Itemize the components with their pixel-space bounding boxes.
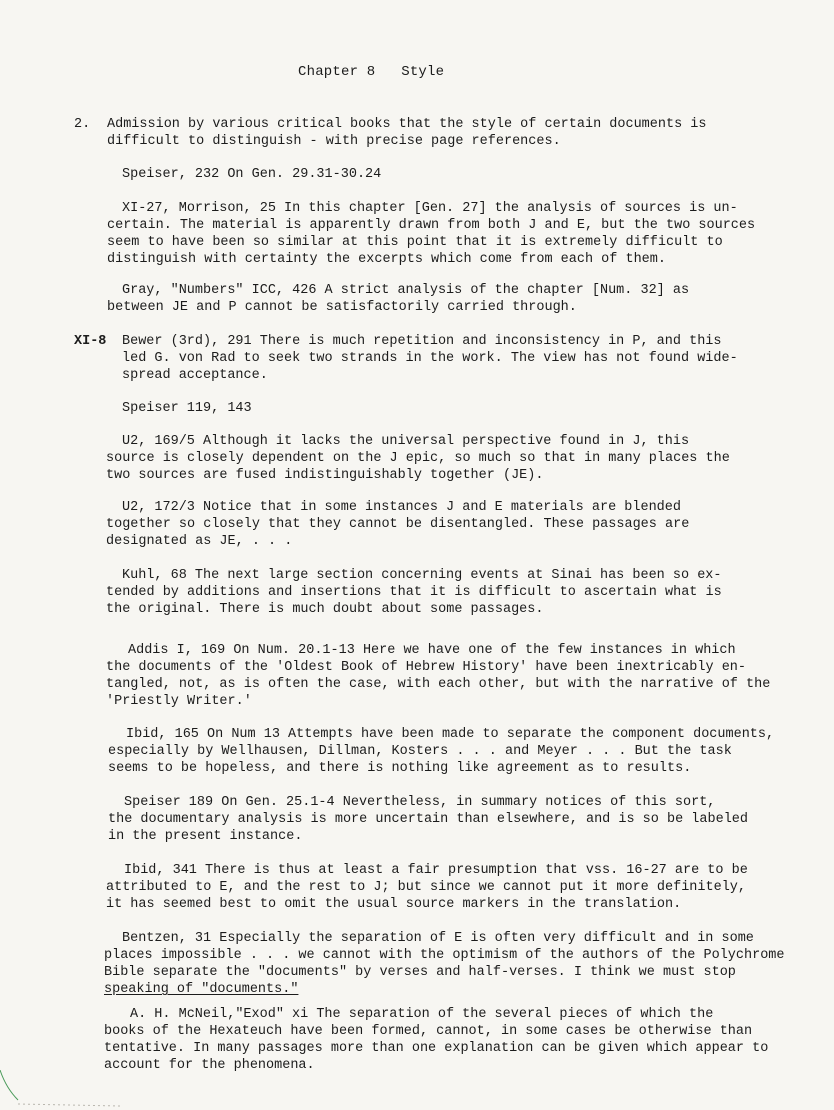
citation-line: seems to be hopeless, and there is nothing like agreement as to results.	[108, 761, 692, 776]
citation-addis	[106, 642, 826, 710]
citation-line: Gray, "Numbers" ICC, 426 A strict analysis of the chapter [Num. 32] as	[122, 283, 690, 298]
citation-bentzen	[104, 930, 830, 998]
citation-ibid-165	[108, 726, 830, 777]
item-text-line1: Admission by various critical books that the style of certain documents is	[107, 117, 707, 132]
citation-line: especially by Wellhausen, Dillman, Kosters . . . and Meyer . . . But the task	[108, 744, 732, 759]
citation-mcneil	[104, 1006, 830, 1074]
citation-line: places impossible . . . we cannot with the optimism of the authors of the Polychrome	[104, 948, 785, 963]
citation-line: Ibid, 341 There is thus at least a fair presumption that vss. 16-27 are to be	[124, 863, 748, 878]
citation-line: U2, 172/3 Notice that in some instances J and E materials are blended	[122, 500, 681, 515]
citation-line: Bewer (3rd), 291 There is much repetition and inconsistency in P, and this	[122, 334, 722, 349]
citation-line: designated as JE, . . .	[106, 534, 293, 549]
citation-line: XI-27, Morrison, 25 In this chapter [Gen. 27] the analysis of sources is un-	[122, 201, 738, 216]
citation-gray	[107, 282, 762, 316]
citation-line: in the present instance.	[108, 829, 303, 844]
item-text-line2: difficult to distinguish - with precise page references.	[107, 134, 561, 149]
citation-line: together so closely that they cannot be disentangled. These passages are	[106, 517, 690, 532]
citation-bewer	[74, 333, 774, 384]
citation-line: the documents of the 'Oldest Book of Hebrew History' have been inextricably en-	[106, 660, 747, 675]
citation-line: between JE and P cannot be satisfactorily carried through.	[107, 300, 577, 315]
margin-code: XI-8	[74, 334, 107, 349]
margin-code: XI-27,	[122, 201, 171, 216]
citation-line: it has seemed best to omit the usual source markers in the translation.	[106, 897, 682, 912]
citation-speiser-232	[122, 166, 834, 183]
citation-ibid-341	[106, 862, 826, 913]
citation-line: the original. There is much doubt about some passages.	[106, 602, 544, 617]
citation-line: seem to have been so similar at this point that it is extremely difficult to	[107, 235, 723, 250]
page-title	[298, 64, 444, 81]
citation-speiser-189	[108, 794, 828, 845]
citation-line: spread acceptance.	[122, 368, 268, 383]
citation-line: distinguish with certainty the excerpts which come from each of them.	[107, 252, 666, 267]
citation-line: tangled, not, as is often the case, with each other, but with the narrative of the	[106, 677, 771, 692]
citation-line: tentative. In many passages more than one explanation can be given which appear to	[104, 1041, 769, 1056]
citation-line: U2, 169/5 Although it lacks the universal perspective found in J, this	[122, 434, 690, 449]
citation-line: 'Priestly Writer.'	[106, 694, 252, 709]
citation-line: two sources are fused indistinguishably together (JE).	[106, 468, 544, 483]
citation-line: Speiser 189 On Gen. 25.1-4 Nevertheless, in summary notices of this sort,	[124, 795, 716, 810]
citation-line: Speiser 119, 143	[122, 401, 252, 416]
citation-line: speaking of "documents."	[104, 982, 299, 997]
citation-line: Speiser, 232 On Gen. 29.31-30.24	[122, 167, 382, 182]
citation-line: tended by additions and insertions that it is difficult to ascertain what is	[106, 585, 722, 600]
citation-line: certain. The material is apparently drawn from both J and E, but the two sources	[107, 218, 756, 233]
citation-line: Ibid, 165 On Num 13 Attempts have been made to separate the component documents,	[126, 727, 775, 742]
topic-label: Style	[401, 64, 445, 80]
item-number: 2.	[74, 117, 91, 132]
citation-line: the documentary analysis is more uncertain than elsewhere, and is so be labeled	[108, 812, 749, 827]
citation-speiser-119	[122, 400, 834, 417]
citation-u2-172	[106, 499, 806, 550]
citation-line: attributed to E, and the rest to J; but since we cannot put it more definitely,	[106, 880, 747, 895]
chapter-label: Chapter 8	[298, 64, 376, 80]
citation-line: books of the Hexateuch have been formed, cannot, in some cases be otherwise than	[104, 1024, 753, 1039]
citation-line: Kuhl, 68 The next large section concerning events at Sinai has been so ex-	[122, 568, 722, 583]
citation-line: led G. von Rad to seek two strands in the work. The view has not found wide-	[122, 351, 738, 366]
citation-line: Bentzen, 31 Especially the separation of E is often very difficult and in some	[122, 931, 754, 946]
citation-line: Bible separate the "documents" by verses and half-verses. I think we must stop	[104, 965, 736, 980]
citation-line: source is closely dependent on the J epic, so much so that in many places the	[106, 451, 730, 466]
pencil-mark-icon	[0, 1070, 834, 1110]
item-block	[74, 116, 794, 150]
citation-kuhl	[106, 567, 806, 618]
citation-line: A. H. McNeil,"Exod" xi The separation of the several pieces of which the	[130, 1007, 714, 1022]
citation-u2-169	[106, 433, 806, 484]
citation-line: Addis I, 169 On Num. 20.1-13 Here we have one of the few instances in which	[128, 643, 736, 658]
citation-morrison	[107, 200, 787, 268]
citation-line: account for the phenomena.	[104, 1058, 315, 1073]
